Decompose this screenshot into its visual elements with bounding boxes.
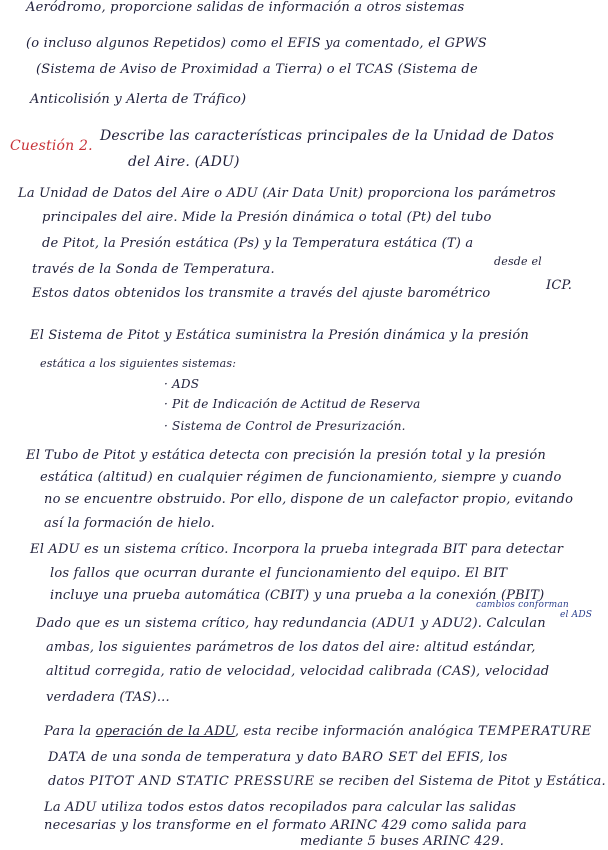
text-fragment: TEMPERATURE: [478, 724, 592, 739]
answer-line: El Sistema de Pitot y Estática suministra la Presión dinámica y la presión: [30, 328, 529, 343]
answer-line: estática (altitud) en cualquier régimen de funcionamiento, siempre y cuando: [40, 470, 562, 485]
text-fragment: datos: [48, 774, 85, 789]
text-fragment: BARO SET: [341, 750, 418, 765]
list-item: · Pit de Indicación de Actitud de Reserva: [164, 397, 421, 411]
answer-line: altitud corregida, ratio de velocidad, velocidad calibrada (CAS), velocidad: [46, 664, 550, 679]
text-fragment: , esta recibe información analógica: [234, 724, 474, 739]
answer-line: [48, 774, 606, 790]
answer-line: [48, 750, 508, 766]
answer-line: El ADU es un sistema crítico. Incorpora la prueba integrada BIT para detectar: [30, 542, 564, 557]
text-fragment: de una sonda de temperatura y dato: [91, 750, 338, 765]
answer-line: El Tubo de Pitot y estática detecta con precisión la presión total y la presión: [26, 448, 547, 463]
text-line: Anticolisión y Alerta de Tráfico): [30, 92, 247, 107]
answer-line: de Pitot, la Presión estática (Ps) y la Temperatura estática (T) a: [42, 236, 474, 251]
answer-line: La ADU utiliza todos estos datos recopilados para calcular las salidas: [44, 800, 517, 815]
text-line: (o incluso algunos Repetidos) como el EFIS ya comentado, el GPWS: [26, 36, 487, 51]
answer-line: incluye una prueba automática (CBIT) y una prueba a la conexión (PBIT): [50, 588, 545, 603]
answer-line: así la formación de hielo.: [44, 516, 215, 531]
text-fragment: del EFIS, los: [421, 750, 508, 765]
question-label: Cuestión 2.: [10, 138, 93, 154]
answer-line: Dado que es un sistema crítico, hay redundancia (ADU1 y ADU2). Calculan: [36, 616, 546, 631]
answer-line: ICP.: [546, 278, 573, 293]
text-fragment: se reciben del Sistema de Pitot y Estática.: [319, 774, 606, 789]
text-fragment: Para la: [44, 724, 92, 739]
text-line: Aeródromo, proporcione salidas de información a otros sistemas: [26, 0, 465, 15]
answer-line: través de la Sonda de Temperatura.: [32, 262, 275, 277]
text-line: (Sistema de Aviso de Proximidad a Tierra) o el TCAS (Sistema de: [36, 62, 478, 77]
answer-line: desde el: [494, 255, 542, 268]
answer-line: mediante 5 buses ARINC 429.: [300, 834, 505, 849]
margin-annotation: cambios conforman: [476, 600, 569, 610]
answer-line: estática a los siguientes sistemas:: [40, 357, 237, 370]
answer-line: verdadera (TAS)...: [46, 690, 170, 705]
answer-line: los fallos que ocurran durante el funcionamiento del equipo. El BIT: [50, 566, 508, 581]
list-item: · ADS: [164, 377, 200, 391]
text-fragment: PITOT AND STATIC PRESSURE: [89, 774, 315, 789]
list-item: · Sistema de Control de Presurización.: [164, 419, 406, 433]
question-text: Describe las características principales de la Unidad de Datos: [100, 128, 555, 144]
answer-line: La Unidad de Datos del Aire o ADU (Air Data Unit) proporciona los parámetros: [18, 186, 556, 201]
answer-line: ambas, los siguientes parámetros de los datos del aire: altitud estándar,: [46, 640, 536, 655]
underlined-phrase: operación de la ADU: [95, 724, 235, 739]
question-text: del Aire. (ADU): [128, 154, 240, 170]
margin-annotation: el ADS: [560, 610, 593, 620]
answer-line: principales del aire. Mide la Presión dinámica o total (Pt) del tubo: [42, 210, 492, 225]
answer-line: necesarias y los transforme en el formato ARINC 429 como salida para: [44, 818, 527, 833]
answer-line: [44, 724, 592, 740]
answer-line: no se encuentre obstruido. Por ello, dispone de un calefactor propio, evitando: [44, 492, 574, 507]
text-fragment: DATA: [48, 750, 87, 765]
answer-line: Estos datos obtenidos los transmite a través del ajuste barométrico: [32, 286, 491, 301]
